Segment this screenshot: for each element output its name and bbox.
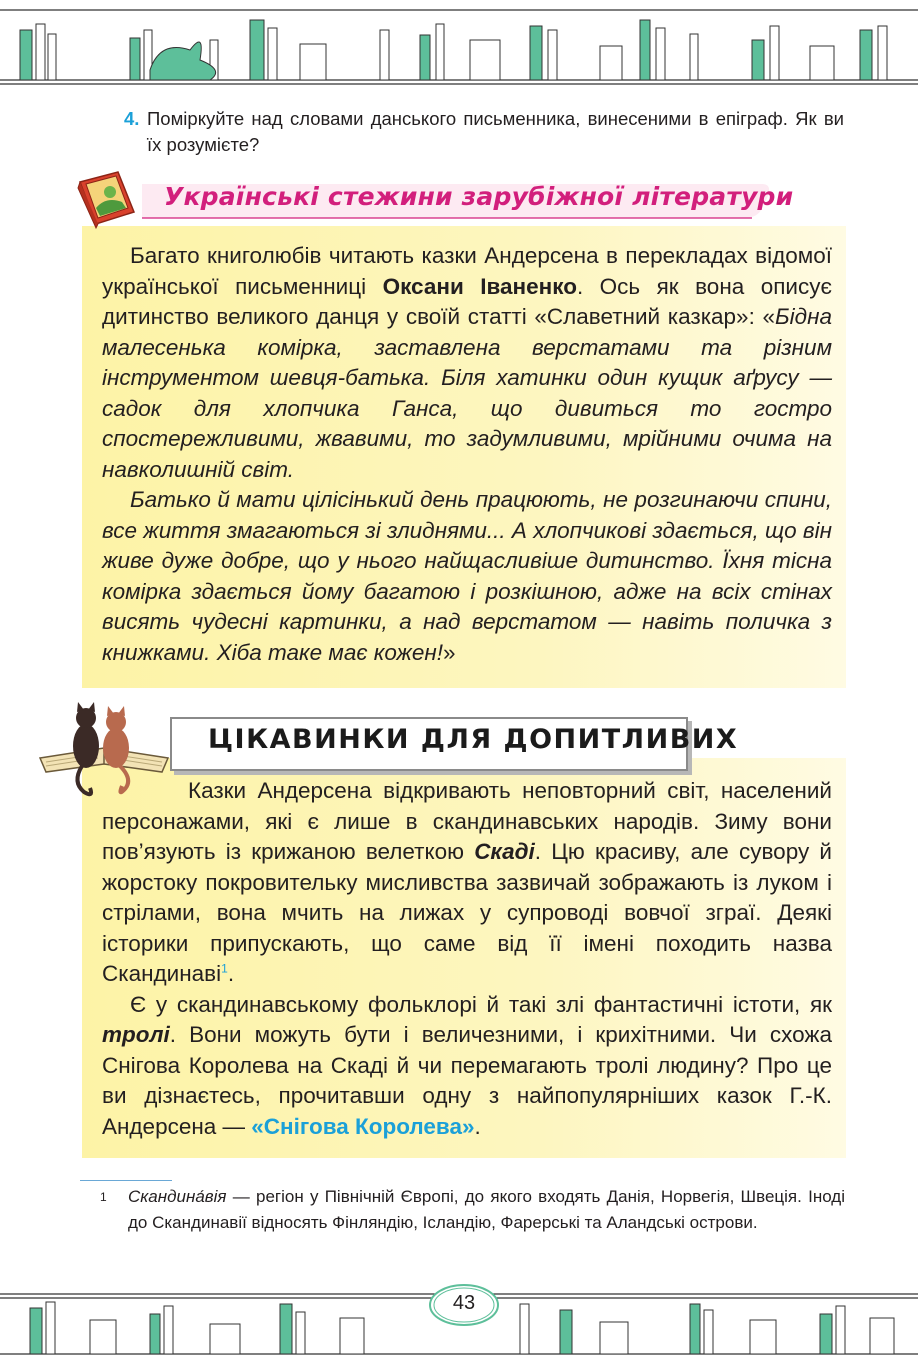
page-number-badge	[426, 1282, 502, 1328]
text-run: Є у скандинавському фольклорі й такі злі фантастичні істоти, як	[130, 991, 832, 1017]
author-name: Оксани Іваненко	[382, 273, 577, 299]
bookshelf-illustration	[0, 0, 918, 90]
quote-text: Батько й мати цілісінький день працюють, не розгинаючи спини, все життя змагаються зі злиднями... А хлопчикові здається, що він живе дуже добре, що у нього найщасливіше дитинство. Їхня тісна комірка здається йому багатою і розкішною, адже на всіх стінах висять чудесні картинки, а над верстатом — навіть поличка з книжками. Хіба таке має кожен!	[102, 487, 833, 665]
paragraph	[102, 776, 832, 990]
paragraph	[102, 241, 832, 485]
bookshelf-border-top	[0, 0, 918, 90]
section-title: ЦІКАВИНКИ ДЛЯ ДОПИТЛИВИХ	[208, 724, 739, 755]
book-icon	[72, 164, 148, 230]
section-ukrainian-paths-text	[102, 241, 832, 668]
footnote-reference[interactable]: 1	[221, 961, 228, 976]
footnote-divider	[80, 1180, 172, 1181]
section-header-ukrainian-paths	[72, 168, 794, 234]
section-title: Українські стежини зарубіжної літератури	[164, 182, 794, 211]
term-skadi: Скаді	[474, 839, 535, 864]
text-run: — регіон у Північній Європі, до якого входять Данія, Норвегія, Швеція. Іноді до Скандинавії відносять Фінляндію, Ісландію, Фарерські та Аландські острови.	[128, 1187, 845, 1232]
question-4	[124, 106, 844, 158]
paragraph	[102, 485, 832, 668]
footnote-text	[128, 1184, 845, 1236]
term-trolls: тролі	[102, 1022, 170, 1047]
text-run: . Вони можуть бути і величезними, і крихітними. Чи схожа Снігова Королева на Скаді й чи перемагають тролі людину? Про це ви дізнаєтесь, прочитавши одну з найпопулярніших казок Г.-К. Андерсена —	[102, 1022, 832, 1139]
text-run: . Ось як вона описує дитинство великого данця у своїй статті «Славетний казкар»: «	[102, 273, 832, 329]
text-run: »	[443, 639, 456, 665]
paragraph	[102, 990, 832, 1143]
footnote	[100, 1184, 845, 1236]
text-run: . Цю красиву, але сувору й жорстоку покровительку мисливства зазвичай зображають із луком і стрілами, вона мчить на лижах у супроводі вовчої зграї. Деякі історики припускають, що саме від її імені походить назва Скандинаві	[102, 839, 832, 986]
footnote-term: Скандина́вія	[128, 1187, 227, 1206]
text-run: .	[474, 1113, 481, 1139]
fairy-tale-title-link[interactable]: «Снігова Королева»	[251, 1113, 475, 1139]
footnote-mark: 1	[100, 1190, 107, 1204]
quote-text: Бідна малесенька комірка, заставлена верстатами та різним інструментом шевця-батька. Біля хатинки один кущик аґрусу — садок для хлопчика Ганса, що дивиться то гостро спостережливими, жвавими, то задумливими, мрійними очима на навколишній світ.	[102, 304, 832, 482]
section-trivia-text	[102, 776, 832, 1142]
text-run: .	[227, 961, 235, 986]
question-number: 4.	[124, 108, 140, 129]
text-run: Казки Андерсена відкривають неповторний світ, населений персонажами, які є лише в скандинавських народів. Зиму вони пов’язують із крижаною велеткою	[102, 778, 832, 864]
page-number: 43	[452, 1292, 476, 1314]
text-run: Багато книголюбів читають казки Андерсена в перекладах відомої української письменниці	[102, 243, 832, 299]
question-text: Поміркуйте над словами данського письменника, винесеними в епіграф. Як ви їх розумієте?	[147, 108, 844, 155]
